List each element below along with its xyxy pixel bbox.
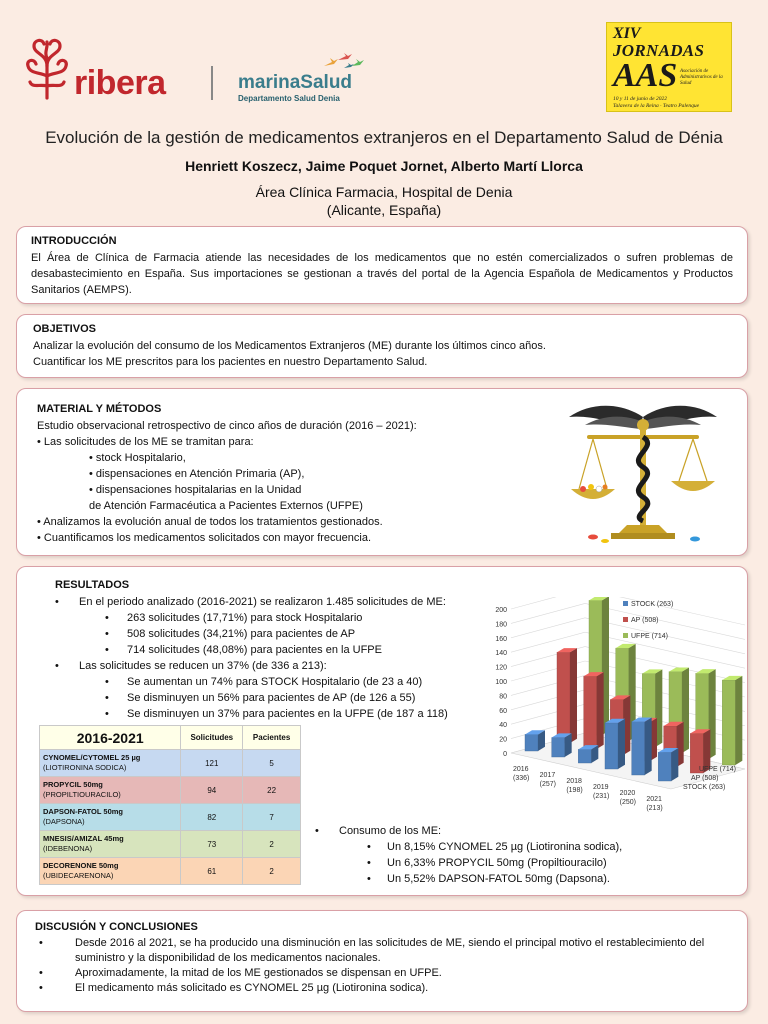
legend-swatch bbox=[623, 633, 628, 638]
x-tick-total: (250) bbox=[619, 799, 637, 806]
drug-generic: (UBIDECARENONA) bbox=[43, 871, 114, 880]
material-heading: MATERIAL Y MÉTODOS bbox=[37, 403, 162, 415]
resultados-b2-text: Las solicitudes se reducen un 37% (de 336 a 213): bbox=[79, 660, 327, 672]
consumo-list bbox=[315, 823, 622, 887]
depth-axis-label: UFPE (714) bbox=[699, 766, 736, 773]
bar-side bbox=[597, 672, 604, 749]
material-line-1: Estudio observacional retrospectivo de cinco años de duración (2016 – 2021): bbox=[37, 420, 417, 432]
bullet-glyph: • bbox=[367, 857, 371, 869]
ribera-logo bbox=[22, 36, 212, 102]
x-tick-label: 2020 bbox=[619, 790, 636, 797]
bar-side bbox=[735, 676, 742, 765]
drug-generic: (IDEBENONA) bbox=[43, 844, 93, 853]
badge-roman: XIV bbox=[613, 25, 641, 42]
material-line-4: • Cuantificamos los medicamentos solicitados con mayor frecuencia. bbox=[37, 532, 371, 544]
caduceus-scale-icon bbox=[549, 397, 737, 549]
material-sub-2: • dispensaciones en Atención Primaria (AP), bbox=[89, 468, 305, 480]
drug-generic: (PROPILTIOURACILO) bbox=[43, 790, 121, 799]
resultados-b1-3-text: 714 solicitudes (48,08%) para pacientes en la UFPE bbox=[127, 644, 382, 656]
badge-dates bbox=[613, 96, 699, 110]
table-title: 2016-2021 bbox=[40, 726, 181, 750]
introduccion-section bbox=[16, 226, 748, 304]
y-tick-label: 0 bbox=[503, 751, 507, 758]
y-tick-label: 160 bbox=[495, 635, 507, 643]
bullet-glyph: • bbox=[315, 825, 319, 837]
y-tick-label: 80 bbox=[499, 693, 507, 701]
bullet-glyph: • bbox=[105, 644, 109, 656]
y-tick-label: 100 bbox=[495, 679, 507, 686]
table-header-row bbox=[40, 726, 301, 750]
consumo-c3: Un 5,52% DAPSON-FATOL 50mg (Dapsona). bbox=[387, 873, 610, 885]
objetivos-section bbox=[16, 314, 748, 378]
x-tick-label: 2019 bbox=[593, 784, 609, 791]
table-cell-name bbox=[40, 858, 181, 885]
material-sub-3b: de Atención Farmacéutica a Pacientes Externos (UFPE) bbox=[89, 500, 363, 512]
discusion-list bbox=[35, 936, 729, 996]
badge-jornadas: JORNADAS bbox=[613, 41, 705, 60]
marina-salud-logo bbox=[238, 50, 378, 106]
table-col-pacientes: Pacientes bbox=[243, 726, 301, 750]
bullet-glyph: • bbox=[105, 692, 109, 704]
x-tick-total: (336) bbox=[513, 775, 530, 782]
bullet-glyph: • bbox=[55, 660, 59, 672]
discusion-section bbox=[16, 910, 748, 1012]
bullet-glyph: • bbox=[105, 676, 109, 688]
bar-front bbox=[658, 752, 671, 781]
table-cell-solicitudes: 73 bbox=[181, 831, 243, 858]
legend-label: AP (508) bbox=[631, 617, 659, 624]
table-col-solicitudes: Solicitudes bbox=[181, 726, 243, 750]
material-line-3: • Analizamos la evolución anual de todos los tratamientos gestionados. bbox=[37, 516, 383, 528]
table-row bbox=[40, 804, 301, 831]
drug-generic: (LIOTIRONINA SODICA) bbox=[43, 763, 127, 772]
table-cell-name bbox=[40, 777, 181, 804]
resultados-b1-text: En el periodo analizado (2016-2021) se realizaron 1.485 solicitudes de ME: bbox=[79, 596, 446, 608]
objetivos-heading: OBJETIVOS bbox=[33, 323, 96, 335]
x-tick-label: 2016 bbox=[513, 766, 529, 773]
y-tick-label: 200 bbox=[495, 607, 507, 614]
affiliation-line-1: Área Clínica Farmacia, Hospital de Denia bbox=[255, 184, 513, 200]
discusion-item-3: • El medicamento más solicitado es CYNOMEL 25 µg (Liotironina sodica). bbox=[35, 981, 729, 996]
discusion-item-1: • Desde 2016 al 2021, se ha producido una disminución en las solicitudes de ME, siendo el principal motivo el restablecimiento del suministro y la disponibilidad de los medicamentos nacionales. bbox=[35, 936, 729, 966]
ribera-wordmark: ribera bbox=[74, 64, 166, 102]
medicamentos-table bbox=[39, 725, 301, 885]
x-tick-label: 2021 bbox=[646, 796, 662, 803]
marina-salud-subtitle: Departamento Salud Denia bbox=[238, 94, 340, 103]
consumo-item bbox=[315, 871, 622, 887]
x-tick-total: (213) bbox=[646, 805, 663, 812]
y-tick-label: 140 bbox=[495, 650, 507, 658]
objetivos-line-2: Cuantificar los ME prescritos para los pacientes en nuestro Departamento Salud. bbox=[33, 356, 428, 368]
gridline bbox=[511, 603, 585, 623]
consumo-item bbox=[315, 839, 622, 855]
consumo-item bbox=[315, 855, 622, 871]
y-tick-label: 40 bbox=[499, 722, 507, 730]
bullet-glyph: • bbox=[367, 873, 371, 885]
table-cell-pacientes: 2 bbox=[243, 858, 301, 885]
depth-axis-label: STOCK (263) bbox=[683, 784, 726, 791]
consumo-c2: Un 6,33% PROPYCIL 50mg (Propiltiouracilo) bbox=[387, 857, 607, 869]
drug-name: MNESIS/AMIZAL 45mg bbox=[43, 834, 124, 843]
logo-divider bbox=[211, 66, 213, 100]
consumo-heading-item bbox=[315, 823, 622, 839]
legend-swatch bbox=[623, 617, 628, 622]
depth-axis-label: AP (508) bbox=[691, 775, 719, 782]
drug-name: DECORENONE 50mg bbox=[43, 861, 119, 870]
bar-side bbox=[671, 748, 678, 781]
bar-front bbox=[632, 722, 645, 775]
gridline bbox=[511, 618, 585, 638]
discusion-item-2: • Aproximadamente, la mitad de los ME gestionados se dispensan en UFPE. bbox=[35, 966, 729, 981]
table-cell-pacientes: 7 bbox=[243, 804, 301, 831]
table-cell-solicitudes: 121 bbox=[181, 750, 243, 777]
gridline bbox=[511, 597, 585, 609]
discusion-heading: DISCUSIÓN Y CONCLUSIONES bbox=[35, 921, 198, 933]
x-tick-total: (231) bbox=[593, 793, 610, 800]
drug-name: PROPYCIL 50mg bbox=[43, 780, 103, 789]
ribera-tree-icon bbox=[22, 36, 72, 100]
table-cell-name bbox=[40, 831, 181, 858]
resultados-heading: RESULTADOS bbox=[55, 579, 130, 591]
table-cell-pacientes: 5 bbox=[243, 750, 301, 777]
header-band bbox=[0, 0, 768, 118]
marina-salud-wordmark: marinaSalud bbox=[238, 72, 353, 93]
x-tick-total: (198) bbox=[566, 787, 583, 794]
table-cell-solicitudes: 61 bbox=[181, 858, 243, 885]
jornadas-badge bbox=[606, 22, 732, 112]
y-tick-label: 120 bbox=[495, 664, 507, 672]
badge-assoc: Asociación de Administrativos de la Salud bbox=[680, 69, 723, 86]
poster-authors: Henriett Koszecz, Jaime Poquet Jornet, Alberto Martí Llorca bbox=[185, 158, 583, 174]
table-cell-pacientes: 2 bbox=[243, 831, 301, 858]
table-row bbox=[40, 750, 301, 777]
bullet-glyph: • bbox=[105, 708, 109, 720]
bar-front bbox=[722, 680, 735, 765]
poster-title: Evolución de la gestión de medicamentos extranjeros en el Departamento Salud de Dénia bbox=[45, 128, 723, 147]
table-cell-name bbox=[40, 804, 181, 831]
planes-icon bbox=[322, 52, 368, 72]
drug-name: DAPSON-FATOL 50mg bbox=[43, 807, 124, 816]
badge-date-line: 10 y 11 de junio de 2022 bbox=[613, 96, 667, 102]
x-tick-label: 2017 bbox=[539, 772, 556, 779]
bar-front bbox=[605, 723, 618, 769]
material-sub-1: • stock Hospitalario, bbox=[89, 452, 186, 464]
resultados-b1-1-text: 263 solicitudes (17,71%) para stock Hospitalario bbox=[127, 612, 363, 624]
consumo-block bbox=[315, 823, 622, 887]
bar-side bbox=[618, 719, 625, 769]
introduccion-heading: INTRODUCCIÓN bbox=[31, 235, 117, 247]
bullet-glyph: • bbox=[105, 628, 109, 640]
y-tick-label: 180 bbox=[495, 621, 507, 629]
consumo-heading: Consumo de los ME: bbox=[339, 825, 442, 837]
material-sub-3: • dispensaciones hospitalarias en la Unidad bbox=[89, 484, 302, 496]
badge-place-line: Talavera de la Reina · Teatro Palenque bbox=[613, 103, 700, 109]
consumo-c1: Un 8,15% CYNOMEL 25 µg (Liotironina sodica), bbox=[387, 841, 623, 853]
bar-front bbox=[525, 734, 538, 751]
legend-swatch bbox=[623, 601, 628, 606]
resultados-b2-2-text: Se disminuyen un 56% para pacientes de AP (de 126 a 55) bbox=[127, 692, 416, 704]
y-tick-label: 60 bbox=[499, 707, 507, 715]
material-line-2: • Las solicitudes de los ME se tramitan para: bbox=[37, 436, 254, 448]
x-tick-label: 2018 bbox=[566, 778, 582, 785]
material-metodos-section bbox=[16, 388, 748, 556]
table-cell-solicitudes: 82 bbox=[181, 804, 243, 831]
drug-generic: (DAPSONA) bbox=[43, 817, 85, 826]
affiliation-line-2: (Alicante, España) bbox=[326, 202, 442, 218]
bar-front bbox=[584, 676, 597, 749]
table-cell-pacientes: 22 bbox=[243, 777, 301, 804]
x-tick-total: (257) bbox=[539, 781, 557, 788]
table-row bbox=[40, 831, 301, 858]
resultados-section bbox=[16, 566, 748, 896]
poster-affiliation bbox=[0, 183, 768, 219]
bar-side bbox=[570, 648, 577, 743]
table-cell-name bbox=[40, 750, 181, 777]
bullet-glyph: • bbox=[367, 841, 371, 853]
table-row bbox=[40, 777, 301, 804]
bullet-glyph: • bbox=[55, 596, 59, 608]
legend-label: STOCK (263) bbox=[631, 601, 674, 608]
badge-aas: AAS bbox=[613, 57, 678, 94]
table-cell-solicitudes: 94 bbox=[181, 777, 243, 804]
objetivos-line-1: Analizar la evolución del consumo de los Medicamentos Extranjeros (ME) durante los últimos cinco años. bbox=[33, 340, 546, 352]
bar-front bbox=[578, 749, 591, 763]
table-row bbox=[40, 858, 301, 885]
bullet-glyph: • bbox=[105, 612, 109, 624]
resultados-b2-3-text: Se disminuyen un 37% para pacientes en la UFPE (de 187 a 118) bbox=[127, 708, 448, 720]
y-tick-label: 20 bbox=[499, 736, 507, 744]
legend-label: UFPE (714) bbox=[631, 633, 668, 640]
resultados-b2-1-text: Se aumentan un 74% para STOCK Hospitalario (de 23 a 40) bbox=[127, 676, 423, 688]
bar-side bbox=[645, 718, 652, 775]
solicitudes-bar-chart bbox=[483, 597, 745, 819]
introduccion-text: El Área de Clínica de Farmacia atiende las necesidades de los medicamentos que no estén comercializados o sufren problemas de desabastecimiento en España. Sus importaciones se gestionan a través del portal de la Agencia Española de Medicamentos y Productos Sanitarios (AEMPS). bbox=[31, 252, 733, 296]
bar-front bbox=[557, 652, 570, 743]
bar-front bbox=[552, 738, 565, 757]
drug-name: CYNOMEL/CYTOMEL 25 µg bbox=[43, 753, 141, 762]
resultados-b1-2-text: 508 solicitudes (34,21%) para pacientes de AP bbox=[127, 628, 356, 640]
